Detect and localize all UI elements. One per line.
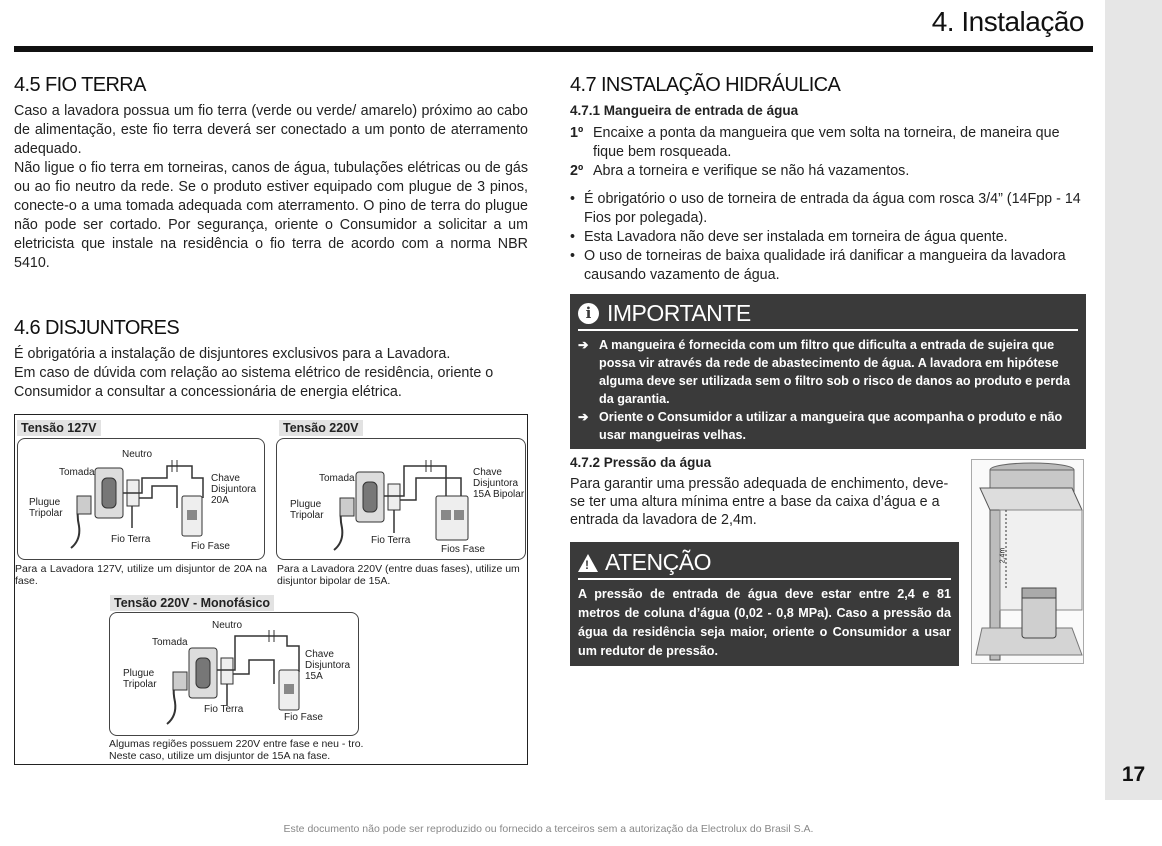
right-column: [570, 74, 1086, 449]
diagram-127v-fio-fase: Fio Fase: [191, 541, 230, 552]
section-title-instalacao-hidraulica: 4.7 INSTALAÇÃO HIDRÁULICA: [570, 74, 841, 96]
attention-header: [578, 549, 951, 580]
water-tank-drawing: [972, 460, 1085, 665]
header-rule: [14, 46, 1093, 52]
arrow-right-icon: ➔: [578, 338, 589, 352]
diagram-127v-chave: Chave Disjuntora 20A: [211, 473, 257, 506]
fio-terra-paragraph-1: Caso a lavadora possua um fio terra (verde ou verde/ amarelo) próximo ao cabo de alimentação, este fio terra deverá ser conectado a um ponto de aterramento adequado.: [14, 103, 528, 157]
bullet-icon: •: [570, 229, 576, 245]
page-sidebar: [1105, 0, 1162, 800]
height-label: 2,4m: [999, 547, 1007, 564]
diagram-220v-tomada: Tomada: [319, 473, 355, 484]
wiring-diagrams: [14, 414, 528, 765]
diagram-220v-mono-label: Tensão 220V - Monofásico: [110, 595, 274, 611]
list-item: [570, 247, 1086, 285]
footer-disclaimer: Este documento não pode ser reproduzido ou fornecido a terceiros sem a autorização da Electrolux do Brasil S.A.: [283, 823, 814, 835]
fio-terra-paragraph-2: Não ligue o fio terra em torneiras, canos de água, tubulações elétricas ou de gás ou ao fio neutro da rede. Se o produto estiver equipado com plugue de 3 pinos, conecte-o a uma tomada adequada com aterramento. O pino de terra do plugue não pode ser cortado. Por segurança, oriente o Consumidor a solicitar a um eletricista que instale na residência o fio terra de acordo com a norma NBR 5410.: [14, 160, 528, 271]
important-item-text: A mangueira é fornecida com um filtro que dificulta a entrada de sujeira que possa vir através da rede de abastecimento de água. A lavadora em hipótese alguma deve ser utilizada sem o filtro sob o risco de danos ao produto e perda da garantia.: [599, 338, 1070, 406]
chapter-title: 4. Instalação: [931, 6, 1084, 37]
diagram-127v-tomada: Tomada: [59, 467, 95, 478]
left-column: [14, 74, 528, 402]
bullet-icon: •: [570, 191, 576, 207]
step-1-text: Encaixe a ponta da mangueira que vem solta na torneira, de maneira que fique bem rosqueada.: [593, 125, 1060, 160]
step-2-text: Abra a torneira e verifique se não há vazamentos.: [593, 163, 910, 179]
diagram-127v-neutro: Neutro: [122, 449, 153, 460]
important-item-text: Oriente o Consumidor a utilizar a mangueira que acompanha o produto e não usar mangueiras velhas.: [599, 410, 1063, 442]
water-tank-height-illustration: [971, 459, 1084, 664]
diagram-127v-caption: Para a Lavadora 127V, utilize um disjuntor de 20A na fase.: [15, 563, 267, 587]
section-title-disjuntores: 4.6 DISJUNTORES: [14, 317, 180, 339]
diagram-127v-plugue: Plugue Tripolar: [29, 497, 63, 519]
list-item: [570, 228, 1086, 247]
diagram-220v-label: Tensão 220V: [279, 420, 363, 436]
attention-title: ATENÇÃO: [605, 549, 711, 575]
important-item: [578, 336, 1078, 408]
diagram-220v-mono-chave: Chave Disjuntora 15A: [305, 649, 351, 682]
bullet-icon: •: [570, 248, 576, 264]
step-1-number: 1º: [570, 125, 584, 141]
section-title-fio-terra: 4.5 FIO TERRA: [14, 74, 146, 96]
arrow-right-icon: ➔: [578, 410, 589, 424]
important-title: IMPORTANTE: [607, 300, 751, 326]
list-item: [570, 190, 1086, 228]
diagram-127v-label: Tensão 127V: [17, 420, 101, 436]
attention-text: A pressão de entrada de água deve estar entre 2,4 e 81 metros de coluna d’água (0,02 - 0,8 MPa). Caso a pressão da água da residência seja maior, oriente o Consumidor a usar um redutor de pressão.: [578, 587, 951, 658]
important-item: [578, 408, 1078, 444]
pressure-paragraph: Para garantir uma pressão adequada de enchimento, deve-se ter uma altura mínima entre a base da caixa d’água e a entrada da lavadora de 2,4m.: [570, 476, 949, 528]
diagram-127v-fio-terra: Fio Terra: [111, 534, 151, 545]
step-2: [570, 162, 1086, 181]
diagram-220v-plugue: Plugue Tripolar: [290, 499, 324, 521]
diagram-220v-fios-fase: Fios Fase: [441, 544, 485, 555]
diagram-220v-mono-caption: Algumas regiões possuem 220V entre fase e neu - tro. Neste caso, utilize um disjuntor de 15A na fase.: [109, 738, 364, 762]
page-number: 17: [1121, 763, 1146, 786]
disjuntores-paragraph-1: É obrigatória a instalação de disjuntores exclusivos para a Lavadora.: [14, 346, 451, 362]
info-icon: i: [578, 303, 599, 324]
diagram-220v-fio-terra: Fio Terra: [371, 535, 411, 546]
warning-icon: !: [578, 554, 598, 572]
step-1: [570, 124, 1086, 162]
list-item-text: É obrigatório o uso de torneira de entrada da água com rosca 3/4” (14Fpp - 14 Fios por polegada).: [584, 191, 1081, 226]
list-item-text: Esta Lavadora não deve ser instalada em torneira de água quente.: [584, 229, 1008, 245]
important-header: [578, 300, 1078, 331]
disjuntores-paragraph-2: Em caso de dúvida com relação ao sistema elétrico de residência, oriente o Consumidor a consultar a concessionária de energia elétrica.: [14, 365, 494, 400]
diagram-220v-mono-neutro: Neutro: [212, 620, 243, 631]
requirements-list: [570, 190, 1086, 285]
attention-box: [570, 542, 959, 666]
diagram-220v-caption: Para a Lavadora 220V (entre duas fases), utilize um disjuntor bipolar de 15A.: [277, 563, 520, 587]
pressure-section: [570, 455, 963, 529]
diagram-220v-mono-fio-fase: Fio Fase: [284, 712, 323, 723]
diagram-220v-mono-plugue: Plugue Tripolar: [123, 668, 157, 690]
diagram-220v-mono-fio-terra: Fio Terra: [204, 704, 244, 715]
list-item-text: O uso de torneiras de baixa qualidade irá danificar a mangueira da lavadora causando vazamento de água.: [584, 248, 1066, 283]
step-2-number: 2º: [570, 163, 584, 179]
subsection-title-mangueira: 4.7.1 Mangueira de entrada de água: [570, 103, 799, 118]
diagram-220v-chave: Chave Disjuntora 15A Bipolar: [473, 467, 525, 500]
important-box: [570, 294, 1086, 449]
diagram-220v-mono-tomada: Tomada: [152, 637, 188, 648]
subsection-title-pressao: 4.7.2 Pressão da água: [570, 455, 712, 470]
